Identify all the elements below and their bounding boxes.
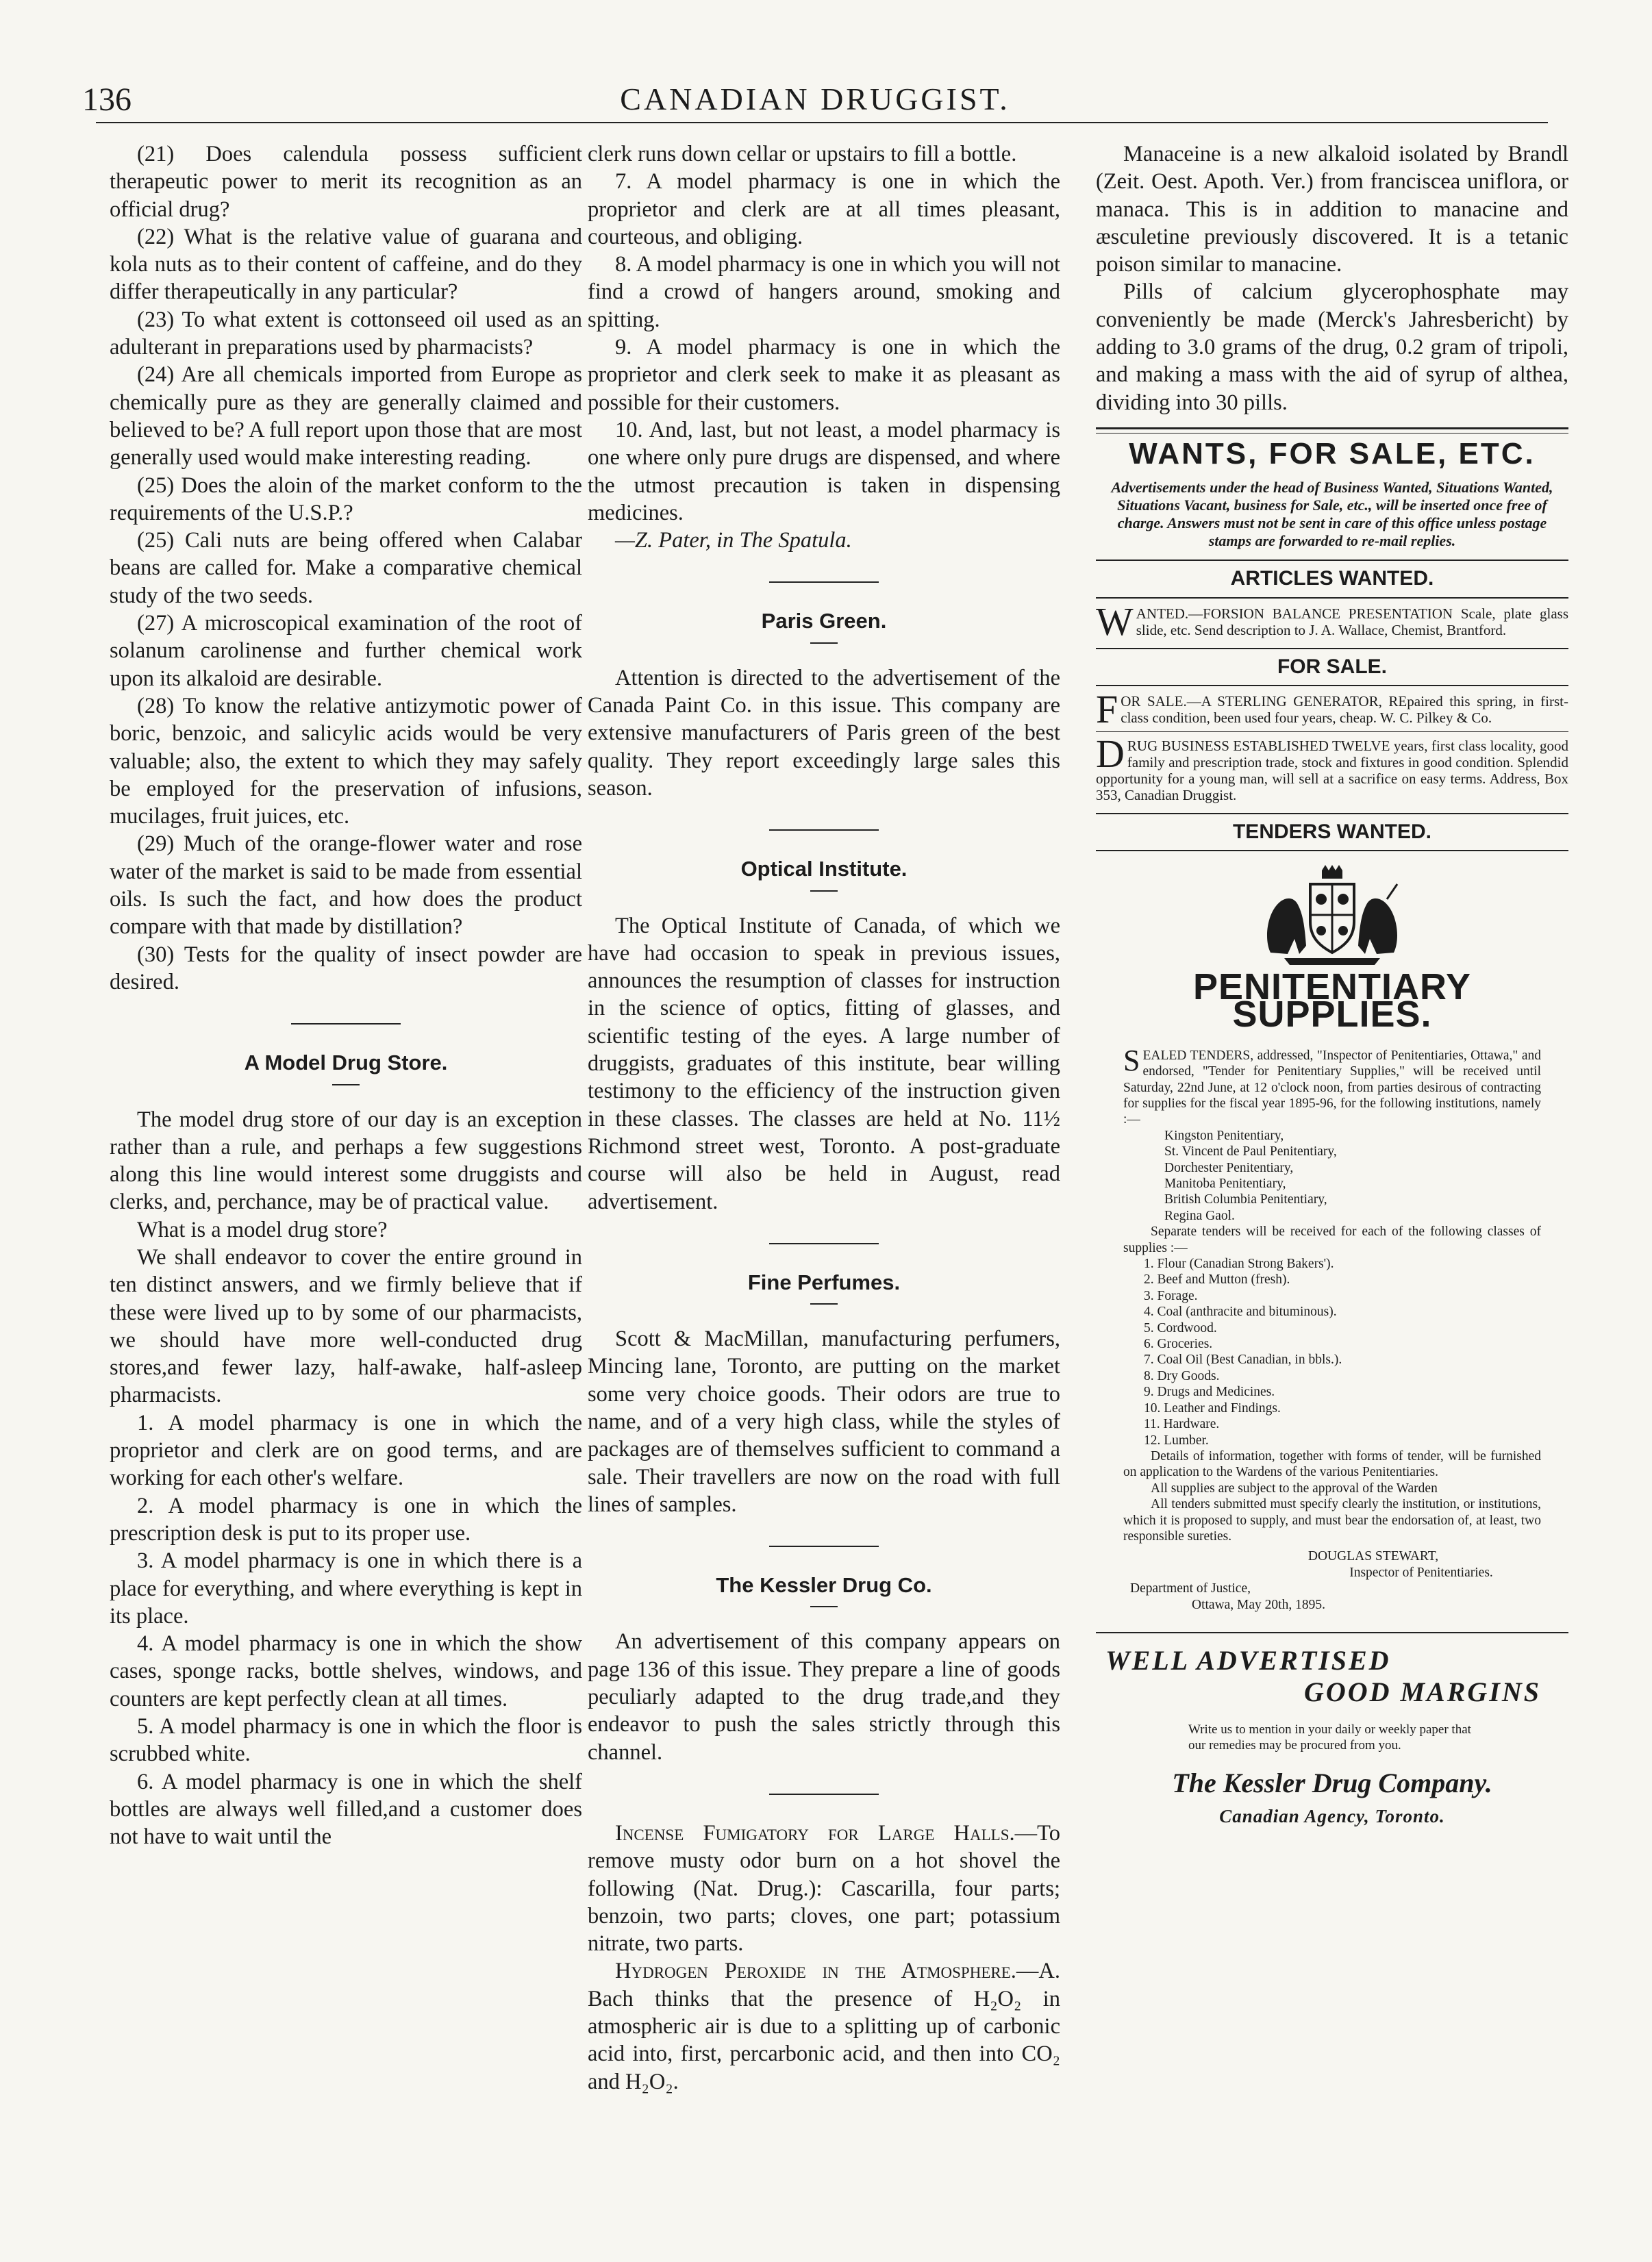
double-rule xyxy=(1096,427,1568,433)
hydrogen-heading: Hydrogen Peroxide in the Atmosphere. xyxy=(615,1959,1016,1984)
question-24: (24) Are all chemicals imported from Europe as chemically pure as they are generally claimed and believed to be? A full report upon those that are most generally used would make interesting reading. xyxy=(110,362,582,470)
separate-tenders: Separate tenders will be received for each of the following classes of supplies :— xyxy=(1123,1224,1541,1255)
for-sale-body-1: OR SALE.—A STERLING GENERATOR, REpaired this spring, in first-class condition, been used four years, cheap. W. C. Pilkey & Co. xyxy=(1121,692,1568,726)
articles-wanted-body: ANTED.—FORSION BALANCE PRESENTATION Scale, plate glass slide, etc. Send description to J. A. Wallace, Chemist, Brantford. xyxy=(1136,605,1568,638)
section-rule xyxy=(769,1243,879,1244)
model-continued: clerk runs down cellar or upstairs to fill a bottle. xyxy=(588,142,1017,166)
model-point-1: 1. A model pharmacy is one in which the proprietor and clerk are on good terms, and are working for each other's welfare. xyxy=(110,1410,582,1491)
institution-item: Dorchester Penitentiary, xyxy=(1164,1160,1294,1175)
ad-rule xyxy=(1096,1632,1568,1633)
articles-wanted-ad xyxy=(1096,599,1568,644)
optical-institute-title: Optical Institute. xyxy=(740,857,908,881)
question-30: (30) Tests for the quality of insect powder are desired. xyxy=(110,942,582,994)
title-dash xyxy=(810,1303,838,1305)
question-25b: (25) Cali nuts are being offered when Calabar beans are called for. Make a comparative chemical study of the two seeds. xyxy=(110,528,582,608)
institution-item: Kingston Penitentiary, xyxy=(1164,1128,1284,1143)
supply-class: 9. Drugs and Medicines. xyxy=(1144,1385,1275,1400)
model-point-8: 8. A model pharmacy is one in which you will not find a crowd of hangers around, smoking and spitting. xyxy=(588,252,1060,332)
for-sale-body-2: RUG BUSINESS ESTABLISHED TWELVE years, first class locality, good family and prescription trade, stock and fixtures in good condition. Splendid opportunity for a young man, will sell at a sacrifice on easy terms. Address, Box 353, Canadian Druggist. xyxy=(1096,737,1568,803)
for-sale-ad-2 xyxy=(1096,731,1568,803)
model-point-3: 3. A model pharmacy is one in which there is a place for everything, and where everything is kept in its place. xyxy=(110,1548,582,1629)
for-sale-ad-1 xyxy=(1096,686,1568,731)
tender-dateline: Ottawa, May 20th, 1895. xyxy=(1192,1597,1325,1612)
paris-green-title: Paris Green. xyxy=(761,609,887,633)
model-point-10: 10. And, last, but not least, a model pharmacy is one where only pure drugs are dispensed, and where the utmost precaution is taken in dispensing medicines. xyxy=(588,417,1060,525)
tender-details: Details of information, together with forms of tender, will be furnished on application to the Wardens of the various Penitentiaries. xyxy=(1123,1448,1541,1480)
incense-body: —To remove musty odor burn on a hot shovel the following (Nat. Drug.): Cascarilla, four parts; benzoin, two parts; cloves, one part; potassium nitrate, two parts. xyxy=(588,1820,1060,1957)
tender-terms: All tenders submitted must specify clearly the institution, or institutions, which it is proposed to supply, and must bear the endorsation of, at least, two responsible sureties. xyxy=(1123,1497,1541,1544)
tender-intro-paragraph xyxy=(1123,1043,1541,1128)
tender-signer-title: Inspector of Penitentiaries. xyxy=(1349,1565,1493,1580)
column-3 xyxy=(1096,140,1568,1830)
coat-of-arms-icon xyxy=(1257,864,1407,966)
drop-cap: D xyxy=(1096,731,1125,776)
tenders-wanted-title: TENDERS WANTED. xyxy=(1096,813,1568,851)
tender-department: Department of Justice, xyxy=(1130,1581,1251,1596)
model-point-9: 9. A model pharmacy is one in which the proprietor and clerk seek to make it as pleasant as possible for their customers. xyxy=(588,335,1060,415)
fine-perfumes-body: Scott & MacMillan, manufacturing perfumers, Mincing lane, Toronto, are putting on the market some very choice goods. Their odors are true to name, and of a very high class, while the styles of packages are of themselves sufficient to command a sale. Their travellers are now on the road with full lines of samples. xyxy=(588,1327,1060,1517)
drop-cap: W xyxy=(1096,599,1134,644)
incense-heading: Incense Fumigatory for Large Halls. xyxy=(615,1820,1015,1846)
model-point-4: 4. A model pharmacy is one in which the show cases, sponge racks, bottle shelves, windows, and counters are kept perfectly clean at all times. xyxy=(110,1631,582,1711)
question-22: (22) What is the relative value of guarana and kola nuts as to their content of caffeine, and do they differ therapeutically in any particular? xyxy=(110,224,582,305)
kessler-drug-title: The Kessler Drug Co. xyxy=(716,1573,932,1598)
drop-cap: F xyxy=(1096,686,1118,731)
section-rule xyxy=(769,1546,879,1547)
model-point-5: 5. A model pharmacy is one in which the floor is scrubbed white. xyxy=(110,1714,582,1767)
header-rule xyxy=(96,122,1548,123)
supply-class: 8. Dry Goods. xyxy=(1144,1368,1220,1383)
tender-intro: EALED TENDERS, addressed, "Inspector of Penitentiaries, Ottawa," and endorsed, "Tender for Penitentiary Supplies," will be received until Saturday, 22nd June, at 12 o'clock noon, from parties desirous of contracting for supplies for the fiscal year 1895-96, for the following institutions, namely :— xyxy=(1123,1048,1541,1127)
institution-item: British Columbia Penitentiary, xyxy=(1164,1192,1327,1207)
model-point-6: 6. A model pharmacy is one in which the shelf bottles are always well filled,and a customer does not have to wait until the xyxy=(110,1769,582,1850)
question-27: (27) A microscopical examination of the root of solanum carolinense and further chemical work upon its alkaloid are desirable. xyxy=(110,611,582,691)
model-point-2: 2. A model pharmacy is one in which the prescription desk is put to its proper use. xyxy=(110,1493,582,1546)
institution-item: St. Vincent de Paul Penitentiary, xyxy=(1164,1144,1337,1159)
pills-paragraph: Pills of calcium glycerophosphate may conveniently be made (Merck's Jahresbericht) by adding to 3.0 grams of the drug, 0.2 gram of tripoli, and making a mass with the aid of syrup of althea, dividing into 30 pills. xyxy=(1096,279,1568,415)
question-21: (21) Does calendula possess sufficient therapeutic power to merit its recognition as an official drug? xyxy=(110,142,582,222)
supply-class: 2. Beef and Mutton (fresh). xyxy=(1144,1272,1290,1287)
institution-item: Regina Gaol. xyxy=(1164,1208,1235,1223)
institution-item: Manitoba Penitentiary, xyxy=(1164,1177,1286,1191)
model-intro-1: The model drug store of our day is an exception rather than a rule, and perhaps a few suggestions along this line would interest some druggists and clerks, and, perchance, may be of practical value. xyxy=(110,1107,582,1215)
section-rule xyxy=(769,581,879,583)
model-point-7: 7. A model pharmacy is one in which the proprietor and clerk are at all times pleasant, courteous, and obliging. xyxy=(588,169,1060,249)
ad-headline-1: WELL ADVERTISED xyxy=(1105,1644,1391,1676)
supply-class: 5. Cordwood. xyxy=(1144,1320,1217,1335)
ad-company: The Kessler Drug Company. xyxy=(1172,1767,1492,1798)
divider xyxy=(1096,731,1568,732)
penitentiary-supplies-title: PENITENTIARY SUPPLIES. xyxy=(1192,966,1472,1035)
ad-agency: Canadian Agency, Toronto. xyxy=(1219,1805,1445,1826)
manaceine-paragraph: Manaceine is a new alkaloid isolated by Brandl (Zeit. Oest. Apoth. Ver.) from franciscea uniflora, or manaca. This is in addition to manacine and æsculetine previously discovered. It is a tetanic poison similar to manacine. xyxy=(1096,142,1568,277)
ad-body: Write us to mention in your daily or weekly paper that our remedies may be procured from you. xyxy=(1188,1722,1471,1752)
model-intro-2: What is a model drug store? xyxy=(137,1217,388,1242)
fine-perfumes-title: Fine Perfumes. xyxy=(747,1270,901,1294)
tender-signer: DOUGLAS STEWART, xyxy=(1307,1549,1439,1564)
supply-class: 6. Groceries. xyxy=(1144,1337,1213,1352)
hydrogen-paragraph xyxy=(588,1957,1060,2095)
wants-note: Advertisements under the head of Business Wanted, Situations Wanted, Situations Vacant, business for Sale, etc., will be inserted once free of charge. Answers must not be sent in care of this office unless postage stamps are forwarded to re-mail replies. xyxy=(1111,479,1553,550)
supply-class: 1. Flour (Canadian Strong Bakers'). xyxy=(1144,1257,1334,1272)
page-number: 136 xyxy=(82,81,132,118)
articles-wanted-title: ARTICLES WANTED. xyxy=(1096,560,1568,598)
for-sale-title: FOR SALE. xyxy=(1096,648,1568,686)
title-dash xyxy=(332,1084,360,1085)
wants-title: WANTS, FOR SALE, ETC. xyxy=(1129,436,1536,470)
section-rule xyxy=(291,1023,401,1025)
column-2 xyxy=(588,140,1060,2096)
supply-class: 10. Leather and Findings. xyxy=(1144,1400,1281,1416)
incense-paragraph xyxy=(588,1820,1060,1957)
paris-green-body: Attention is directed to the advertisement of the Canada Paint Co. in this issue. This company are extensive manufacturers of Paris green of the best quality. They report exceedingly large sales this season. xyxy=(588,665,1060,801)
model-drug-store-title: A Model Drug Store. xyxy=(244,1051,448,1075)
title-dash xyxy=(810,642,838,644)
tender-approval: All supplies are subject to the approval of the Warden xyxy=(1151,1481,1438,1496)
section-rule xyxy=(769,829,879,831)
kessler-drug-body: An advertisement of this company appears on page 136 of this issue. They prepare a line of goods peculiarly adapted to the drug trade,and they endeavor to push the sales strictly through this channel. xyxy=(588,1629,1060,1765)
ad-headline-2: GOOD MARGINS xyxy=(1303,1676,1541,1708)
supply-class: 12. Lumber. xyxy=(1144,1433,1209,1448)
question-23: (23) To what extent is cottonseed oil used as an adulterant in preparations used by pharmacists? xyxy=(110,307,582,360)
title-dash xyxy=(810,1606,838,1607)
model-intro-3: We shall endeavor to cover the entire ground in ten distinct answers, and we firmly believe that if these were lived up to by some of our pharmacists, we should have more well-conducted drug stores,and fewer lazy, half-awake, half-asleep pharmacists. xyxy=(110,1244,582,1408)
drop-cap: S xyxy=(1123,1043,1140,1077)
question-29: (29) Much of the orange-flower water and rose water of the market is said to be made from essential oils. Is such the fact, and how does the product compare with that made by distillation? xyxy=(110,831,582,940)
question-25: (25) Does the aloin of the market conform to the requirements of the U.S.P.? xyxy=(110,473,582,525)
running-head: CANADIAN DRUGGIST. xyxy=(620,81,1010,116)
supply-class: 4. Coal (anthracite and bituminous). xyxy=(1144,1305,1337,1320)
section-rule xyxy=(769,1794,879,1795)
optical-institute-body: The Optical Institute of Canada, of which we have had occasion to speak in previous issues, announces the resumption of classes for instruction in the science of optics, fitting of glasses, and scientific testing of the eyes. A large number of druggists, graduates of this institute, bear willing testimony to the efficiency of the instruction given in these classes. The classes are held at No. 11½ Richmond street west, Toronto. A post-graduate course will also be held in August, read advertisement. xyxy=(588,913,1060,1214)
supply-class: 7. Coal Oil (Best Canadian, in bbls.). xyxy=(1144,1353,1342,1368)
column-1 xyxy=(110,140,582,1851)
supply-class: 3. Forage. xyxy=(1144,1288,1198,1303)
question-28: (28) To know the relative antizymotic power of boric, benzoic, and salicylic acids would be very valuable; also, the extent to which they may safely be employed for the preservation of infusions, mucilages, fruit juices, etc. xyxy=(110,693,582,829)
tender-notice xyxy=(1123,1043,1541,1613)
model-signature: —Z. Pater, in The Spatula. xyxy=(615,528,852,553)
title-dash xyxy=(810,890,838,892)
supply-class: 11. Hardware. xyxy=(1144,1417,1220,1432)
hydrogen-body: —A. Bach thinks that the presence of H₂O₂ in atmospheric air is due to a splitting up of carbonic acid into, first, percarbonic acid, and then into CO₂ and H₂O₂. xyxy=(588,1959,1060,2094)
